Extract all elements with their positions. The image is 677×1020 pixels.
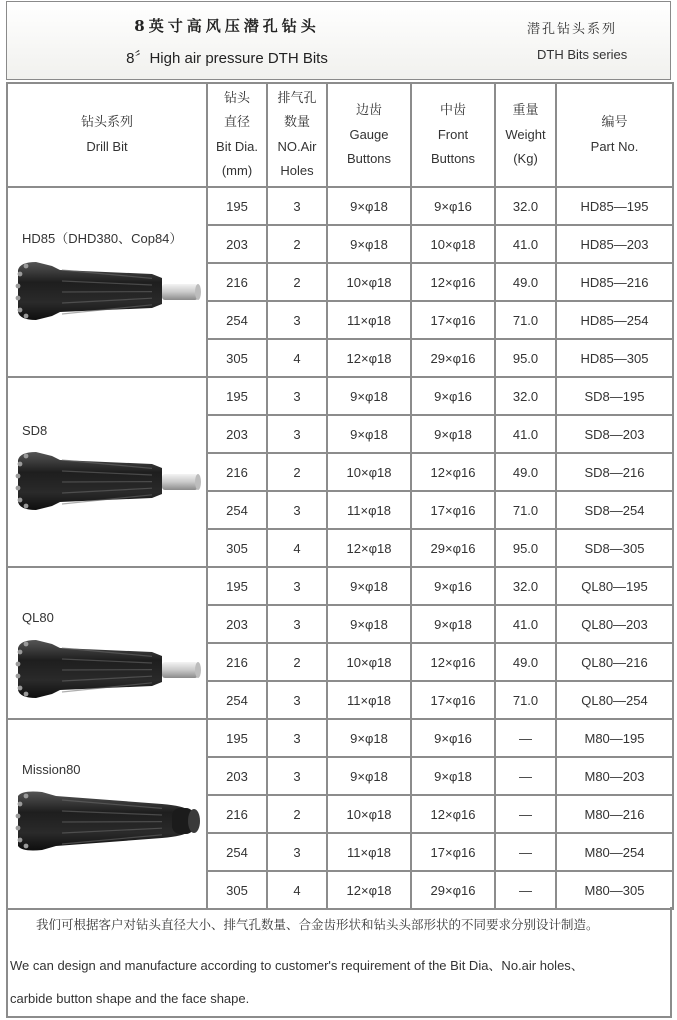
part-no-cell: HD85—216 (556, 263, 673, 301)
col-header-gauge-buttons: 边齿 Gauge Buttons (327, 83, 411, 187)
weight-cell: 32.0 (495, 377, 556, 415)
air-holes-cell: 3 (267, 567, 327, 605)
bit-dia-cell: 195 (207, 187, 267, 225)
bit-dia-cell: 305 (207, 529, 267, 567)
specs-table (6, 82, 674, 910)
drill-bit-name: Mission80 (22, 762, 81, 777)
air-holes-cell: 2 (267, 225, 327, 263)
gauge-buttons-cell: 9×φ18 (327, 225, 411, 263)
gauge-buttons-cell: 9×φ18 (327, 719, 411, 757)
air-holes-cell: 3 (267, 377, 327, 415)
part-no-cell: M80—305 (556, 871, 673, 909)
front-buttons-cell: 17×φ16 (411, 301, 495, 339)
air-holes-cell: 2 (267, 643, 327, 681)
air-holes-cell: 4 (267, 529, 327, 567)
series-label-english: DTH Bits series (537, 47, 628, 62)
footer-note (6, 907, 672, 1018)
table-header-row (7, 83, 673, 187)
bit-dia-cell: 203 (207, 225, 267, 263)
part-no-cell: SD8—305 (556, 529, 673, 567)
front-buttons-cell: 17×φ16 (411, 491, 495, 529)
air-holes-cell: 3 (267, 681, 327, 719)
front-buttons-cell: 29×φ16 (411, 529, 495, 567)
footer-text-english-line1: We can design and manufacture according to customer's requirement of the Bit Dia、No.air holes、 (10, 958, 584, 973)
drill-bit-image (12, 634, 204, 704)
table-row (7, 567, 673, 605)
bit-dia-cell: 216 (207, 643, 267, 681)
part-no-cell: HD85—305 (556, 339, 673, 377)
front-buttons-cell: 29×φ16 (411, 339, 495, 377)
air-holes-cell: 2 (267, 453, 327, 491)
front-buttons-cell: 12×φ16 (411, 795, 495, 833)
drill-bit-image (12, 786, 204, 856)
gauge-buttons-cell: 11×φ18 (327, 681, 411, 719)
air-holes-cell: 3 (267, 301, 327, 339)
air-holes-cell: 4 (267, 339, 327, 377)
bit-dia-cell: 254 (207, 301, 267, 339)
weight-cell: 71.0 (495, 681, 556, 719)
air-holes-cell: 3 (267, 187, 327, 225)
front-buttons-cell: 9×φ16 (411, 187, 495, 225)
part-no-cell: HD85—195 (556, 187, 673, 225)
part-no-cell: SD8—195 (556, 377, 673, 415)
gauge-buttons-cell: 10×φ18 (327, 263, 411, 301)
part-no-cell: QL80—195 (556, 567, 673, 605)
bit-dia-cell: 195 (207, 377, 267, 415)
weight-cell: 41.0 (495, 605, 556, 643)
bit-dia-cell: 195 (207, 719, 267, 757)
gauge-buttons-cell: 10×φ18 (327, 453, 411, 491)
weight-cell: — (495, 871, 556, 909)
weight-cell: 49.0 (495, 263, 556, 301)
front-buttons-cell: 12×φ16 (411, 453, 495, 491)
weight-cell: 41.0 (495, 415, 556, 453)
gauge-buttons-cell: 11×φ18 (327, 301, 411, 339)
weight-cell: — (495, 719, 556, 757)
front-buttons-cell: 29×φ16 (411, 871, 495, 909)
front-buttons-cell: 12×φ16 (411, 263, 495, 301)
part-no-cell: QL80—216 (556, 643, 673, 681)
footer-text-english-line2: carbide button shape and the face shape. (10, 991, 250, 1006)
weight-cell: — (495, 833, 556, 871)
part-no-cell: HD85—254 (556, 301, 673, 339)
drill-bit-name: HD85（DHD380、Cop84） (22, 231, 183, 246)
col-header-part-no: 编号 Part No. (556, 83, 673, 187)
bit-dia-cell: 254 (207, 833, 267, 871)
front-buttons-cell: 9×φ18 (411, 605, 495, 643)
col-header-weight: 重量 Weight (Kg) (495, 83, 556, 187)
bit-dia-cell: 195 (207, 567, 267, 605)
front-buttons-cell: 12×φ16 (411, 643, 495, 681)
bit-dia-cell: 305 (207, 339, 267, 377)
front-buttons-cell: 9×φ16 (411, 567, 495, 605)
gauge-buttons-cell: 9×φ18 (327, 567, 411, 605)
part-no-cell: QL80—203 (556, 605, 673, 643)
front-buttons-cell: 9×φ16 (411, 377, 495, 415)
drill-bit-name: SD8 (22, 423, 48, 438)
drill-bit-image (12, 446, 204, 516)
weight-cell: 32.0 (495, 187, 556, 225)
air-holes-cell: 2 (267, 263, 327, 301)
gauge-buttons-cell: 9×φ18 (327, 377, 411, 415)
gauge-buttons-cell: 12×φ18 (327, 871, 411, 909)
weight-cell: — (495, 795, 556, 833)
bit-dia-cell: 203 (207, 757, 267, 795)
table-row (7, 187, 673, 225)
series-label-chinese: 潜孔钻头系列 (527, 22, 618, 37)
weight-cell: 41.0 (495, 225, 556, 263)
air-holes-cell: 3 (267, 833, 327, 871)
table-row (7, 377, 673, 415)
air-holes-cell: 3 (267, 719, 327, 757)
air-holes-cell: 3 (267, 605, 327, 643)
col-header-air-holes: 排气孔 数量 NO.Air Holes (267, 83, 327, 187)
drill-bit-cell (7, 377, 207, 567)
weight-cell: 49.0 (495, 643, 556, 681)
air-holes-cell: 3 (267, 757, 327, 795)
col-header-front-buttons: 中齿 Front Buttons (411, 83, 495, 187)
drill-bit-name: QL80 (22, 610, 54, 625)
weight-cell: — (495, 757, 556, 795)
gauge-buttons-cell: 10×φ18 (327, 795, 411, 833)
title-chinese: 8英寸高风压潜孔钻头 (134, 17, 320, 35)
gauge-buttons-cell: 9×φ18 (327, 415, 411, 453)
gauge-buttons-cell: 9×φ18 (327, 757, 411, 795)
part-no-cell: SD8—216 (556, 453, 673, 491)
col-header-bit-dia: 钻头 直径 Bit Dia. (mm) (207, 83, 267, 187)
drill-bit-image (12, 256, 204, 326)
front-buttons-cell: 17×φ16 (411, 681, 495, 719)
part-no-cell: M80—216 (556, 795, 673, 833)
bit-dia-cell: 216 (207, 453, 267, 491)
bit-dia-cell: 254 (207, 491, 267, 529)
gauge-buttons-cell: 12×φ18 (327, 529, 411, 567)
part-no-cell: M80—203 (556, 757, 673, 795)
front-buttons-cell: 9×φ16 (411, 719, 495, 757)
drill-bit-cell (7, 187, 207, 377)
footer-text-chinese: 我们可根据客户对钻头直径大小、排气孔数量、合金齿形状和钻头头部形状的不同要求分别设计制造。 (36, 917, 599, 932)
col-header-drill-bit: 钻头系列 Drill Bit (7, 83, 207, 187)
bit-dia-cell: 305 (207, 871, 267, 909)
gauge-buttons-cell: 9×φ18 (327, 187, 411, 225)
bit-dia-cell: 254 (207, 681, 267, 719)
gauge-buttons-cell: 12×φ18 (327, 339, 411, 377)
part-no-cell: M80—195 (556, 719, 673, 757)
part-no-cell: M80—254 (556, 833, 673, 871)
air-holes-cell: 3 (267, 415, 327, 453)
page-header (6, 1, 671, 80)
weight-cell: 95.0 (495, 339, 556, 377)
bit-dia-cell: 203 (207, 605, 267, 643)
gauge-buttons-cell: 10×φ18 (327, 643, 411, 681)
drill-bit-cell (7, 567, 207, 719)
gauge-buttons-cell: 11×φ18 (327, 491, 411, 529)
front-buttons-cell: 9×φ18 (411, 415, 495, 453)
gauge-buttons-cell: 11×φ18 (327, 833, 411, 871)
title-english: 8〞High air pressure DTH Bits (126, 50, 328, 67)
front-buttons-cell: 9×φ18 (411, 757, 495, 795)
table-body (7, 187, 673, 909)
weight-cell: 49.0 (495, 453, 556, 491)
part-no-cell: HD85—203 (556, 225, 673, 263)
part-no-cell: SD8—203 (556, 415, 673, 453)
air-holes-cell: 3 (267, 491, 327, 529)
bit-dia-cell: 216 (207, 795, 267, 833)
table-row (7, 719, 673, 757)
part-no-cell: SD8—254 (556, 491, 673, 529)
air-holes-cell: 4 (267, 871, 327, 909)
weight-cell: 71.0 (495, 491, 556, 529)
drill-bit-cell (7, 719, 207, 909)
gauge-buttons-cell: 9×φ18 (327, 605, 411, 643)
air-holes-cell: 2 (267, 795, 327, 833)
weight-cell: 32.0 (495, 567, 556, 605)
bit-dia-cell: 216 (207, 263, 267, 301)
bit-dia-cell: 203 (207, 415, 267, 453)
weight-cell: 71.0 (495, 301, 556, 339)
front-buttons-cell: 17×φ16 (411, 833, 495, 871)
part-no-cell: QL80—254 (556, 681, 673, 719)
weight-cell: 95.0 (495, 529, 556, 567)
front-buttons-cell: 10×φ18 (411, 225, 495, 263)
